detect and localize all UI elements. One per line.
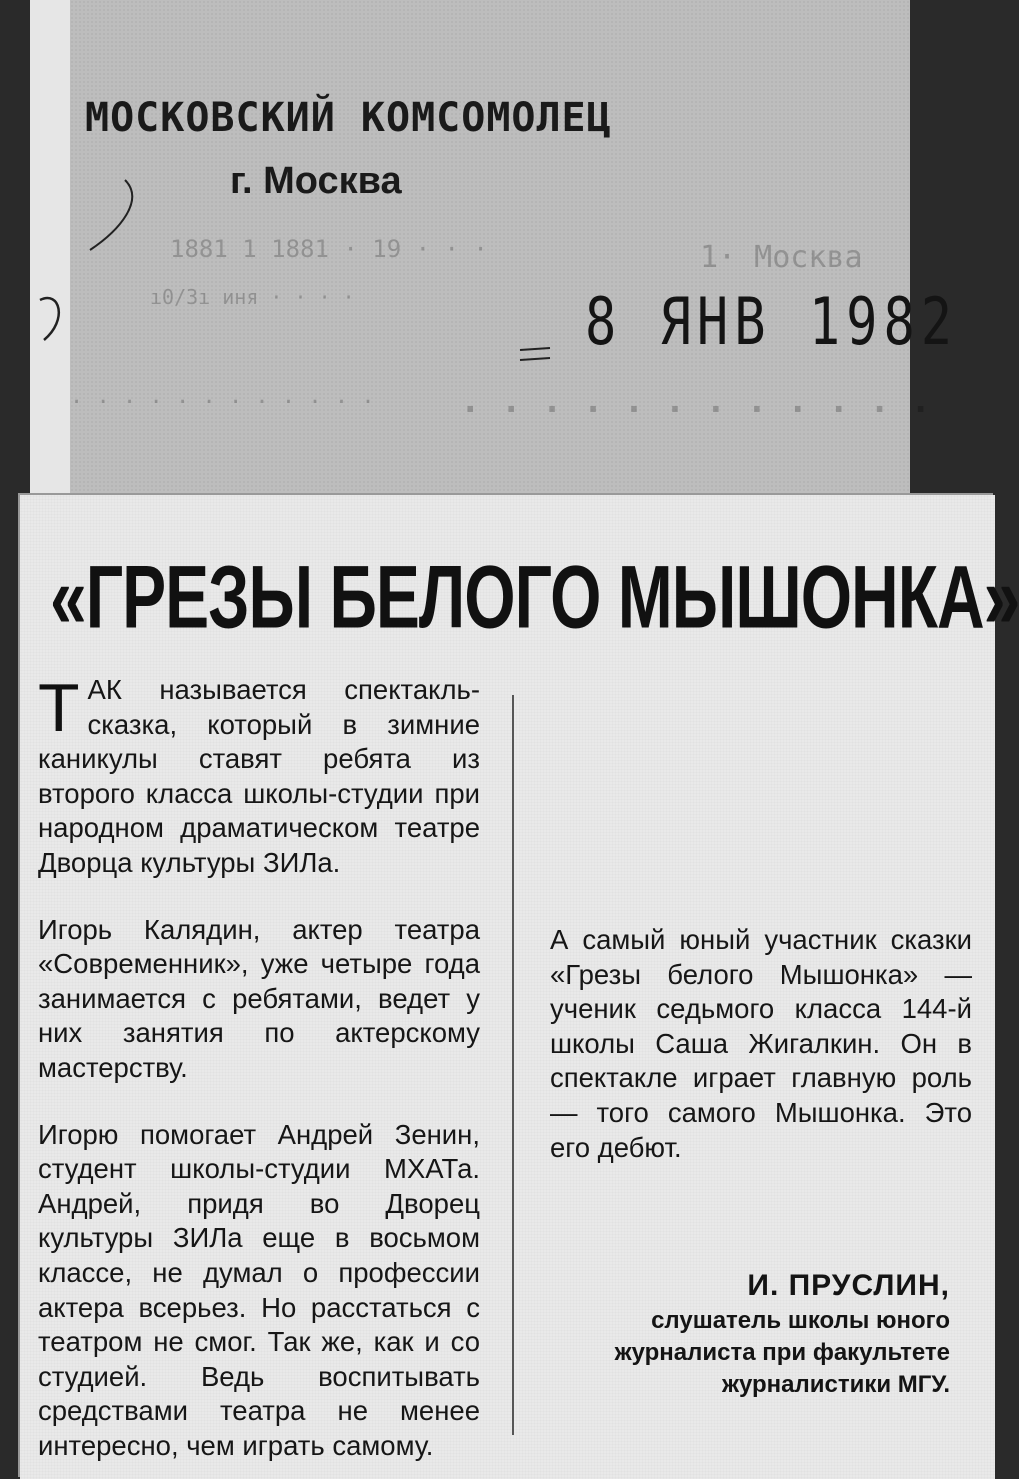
byline [580, 1267, 950, 1401]
ghost-stamp-text: · · · · · · · · · · · · [70, 390, 375, 415]
drop-cap: Т [38, 670, 80, 746]
article-clipping [20, 495, 1019, 1479]
ghost-stamp-text: · · · · · · · · · · · · [460, 390, 931, 430]
paragraph-2: Игорь Калядин, актер театра «Современник», уже четыре года занимается с ребятами, ведет у них занятия по актерскому мастерству. [38, 913, 480, 1083]
column-divider [512, 695, 514, 1435]
author-name: И. ПРУСЛИН, [747, 1269, 950, 1302]
ghost-stamp-text: 1· Москва [700, 240, 863, 275]
ghost-stamp-text: ı0/3ı иня · · · · [150, 285, 355, 309]
newspaper-city: г. Москва [230, 160, 402, 202]
paragraph-1-text: АК называется спектакль-сказка, который в зимние каникулы ставят ребята из второго класса школы-студии при народном драматическом театре Дворца культуры ЗИЛа. [38, 674, 480, 878]
stamp-slip [30, 0, 959, 505]
paragraph-1 [38, 670, 480, 881]
article-headline: «ГРЕЗЫ БЕЛОГО МЫШОНКА» [50, 546, 1019, 647]
paragraph-4: А самый юный участник сказки «Грезы белого Мышонка» — ученик седьмого класса 144-й школы Саша Жигалкин. Он в спектакле играет главную роль — того самого Мышонка. Это его дебют. [550, 924, 972, 1163]
article-column-right [550, 673, 972, 1165]
ghost-stamp-text: 1881 1 1881 · 19 · · · [170, 235, 488, 263]
date-stamp: 8 ЯНВ 1982 [585, 285, 959, 360]
newspaper-name: МОСКОВСКИЙ КОМСОМОЛЕЦ [85, 95, 612, 141]
author-title: слушатель школы юного журналиста при факультете журналистики МГУ. [614, 1307, 950, 1398]
paragraph-3: Игорю помогает Андрей Зенин, студент школы-студии МХАТа. Андрей, придя во Дворец культуры ЗИЛа еще в восьмом классе, не думал о профессии актера всерьез. Но расстаться с театром не смог. Так же, как и со студией. Ведь воспитывать средствами театра не менее интересно, чем играть самому. [38, 1118, 480, 1461]
article-column-left [38, 670, 480, 1461]
